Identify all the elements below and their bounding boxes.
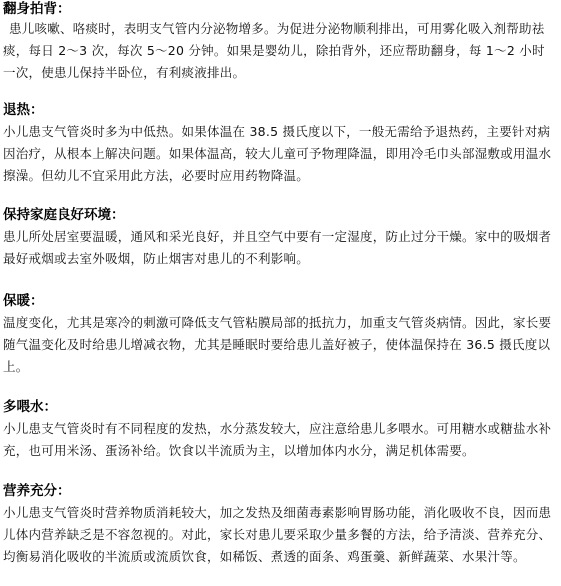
section-fever-reduction [3, 101, 555, 187]
section-adequate-nutrition [3, 482, 555, 568]
section-heading: 翻身拍背： [3, 1, 71, 17]
section-heading: 退热： [3, 102, 44, 118]
section-heading: 营养充分： [3, 483, 71, 499]
section-home-environment [3, 206, 555, 270]
section-heading: 多喂水： [3, 399, 57, 415]
section-body: 小儿患支气管炎时多为中低热。如果体温在 38.5 摄氏度以下，一般无需给予退热药，主要针对病因治疗，从根本上解决问题。如果体温高，较大儿童可予物理降温，即用冷毛巾头部湿敷或用温水擦澡。但幼儿不宜采用此方法，必要时应用药物降温。 [3, 124, 552, 183]
section-body: 小儿患支气管炎时营养物质消耗较大，加之发热及细菌毒素影响胃肠功能，消化吸收不良，因而患儿体内营养缺乏是不容忽视的。对此，家长对患儿要采取少量多餐的方法，给予清淡、营养充分、均衡易消化吸收的半流质或流质饮食，如稀饭、煮透的面条、鸡蛋羹、新鲜蔬菜、水果汁等。 [3, 505, 552, 564]
section-body: 温度变化，尤其是寒冷的刺激可降低支气管粘膜局部的抵抗力，加重支气管炎病情。因此，家长要随气温变化及时给患儿增减衣物，尤其是睡眠时要给患儿盖好被子，使体温保持在 36.5 摄氏度以上。 [3, 315, 552, 374]
section-heading: 保持家庭良好环境： [3, 207, 125, 223]
section-body: 小儿患支气管炎时有不同程度的发热，水分蒸发较大，应注意给患儿多喂水。可用糖水或糖盐水补充，也可用米汤、蛋汤补给。饮食以半流质为主，以增加体内水分，满足机体需要。 [3, 421, 552, 458]
section-turn-and-pat-back [3, 0, 555, 84]
section-body: 患儿所处居室要温暖，通风和采光良好，并且空气中要有一定湿度，防止过分干燥。家中的吸烟者最好戒烟或去室外吸烟，防止烟害对患儿的不利影响。 [3, 229, 552, 266]
section-keep-warm [3, 292, 555, 378]
section-body: 患儿咳嗽、咯痰时，表明支气管内分泌物增多。为促进分泌物顺利排出，可用雾化吸入剂帮助祛痰，每日 2～3 次，每次 5～20 分钟。如果是婴幼儿，除拍背外，还应帮助翻身，每 1～2 小时一次，使患儿保持半卧位，有利痰液排出。 [3, 21, 545, 80]
section-drink-water [3, 398, 555, 462]
section-heading: 保暖： [3, 293, 44, 309]
